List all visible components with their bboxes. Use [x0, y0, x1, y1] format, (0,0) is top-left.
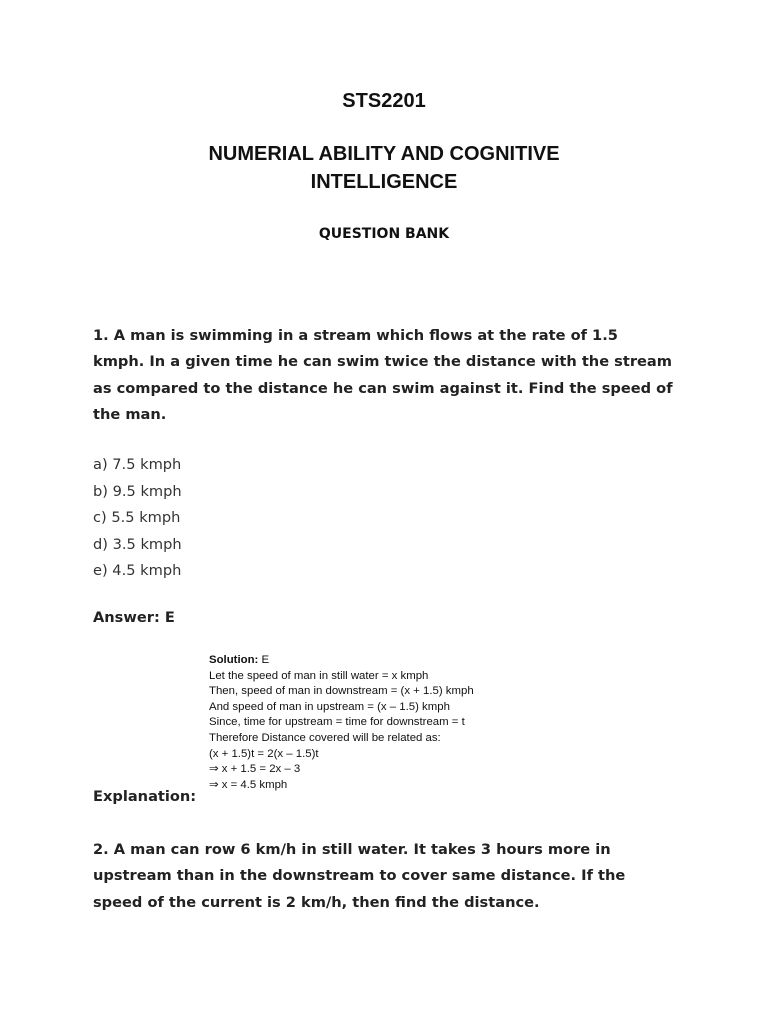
course-code: STS2201 — [342, 90, 426, 112]
solution-line: And speed of man in upstream = (x – 1.5) kmph — [209, 700, 450, 713]
solution-line: Let the speed of man in still water = x kmph — [209, 669, 429, 682]
question-1-options — [93, 452, 182, 585]
solution-line: Since, time for upstream = time for downstream = t — [209, 716, 465, 729]
option-b: b) 9.5 kmph — [93, 482, 182, 500]
solution-line: (x + 1.5)t = 2(x – 1.5)t — [209, 747, 319, 760]
question-1-text: 1. A man is swimming in a stream which flows at the rate of 1.5 kmph. In a given time he can swim twice the distance with the stream as compared to the distance he can swim against it. Find the speed of the man. — [93, 327, 673, 423]
solution-image — [209, 653, 474, 793]
solution-line: Therefore Distance covered will be related as: — [209, 731, 441, 744]
course-title-text: NUMERIAL ABILITY AND COGNITIVE INTELLIGENCE — [208, 143, 560, 193]
option-a: a) 7.5 kmph — [93, 456, 182, 473]
explanation-label: Explanation: — [93, 788, 197, 805]
answer-line: Answer: E — [93, 609, 175, 626]
solution-line: ⇒ x + 1.5 = 2x – 3 — [209, 763, 301, 776]
document-subtitle: QUESTION BANK — [318, 226, 450, 242]
solution-heading — [209, 653, 474, 669]
solution-line: Then, speed of man in downstream = (x + 1.5) kmph — [209, 685, 474, 698]
option-c: c) 5.5 kmph — [93, 509, 181, 526]
course-title — [0, 140, 768, 196]
option-d: d) 3.5 kmph — [93, 535, 182, 553]
solution-value: E — [261, 654, 270, 666]
option-e: e) 4.5 kmph — [93, 562, 182, 579]
solution-line: ⇒ x = 4.5 kmph — [209, 778, 288, 791]
solution-label: Solution: — [209, 654, 259, 666]
question-2-text: 2. A man can row 6 km/h in still water. It takes 3 hours more in upstream than in the downstream to cover same distance. If the speed of the current is 2 km/h, then find the distance. — [93, 841, 626, 911]
